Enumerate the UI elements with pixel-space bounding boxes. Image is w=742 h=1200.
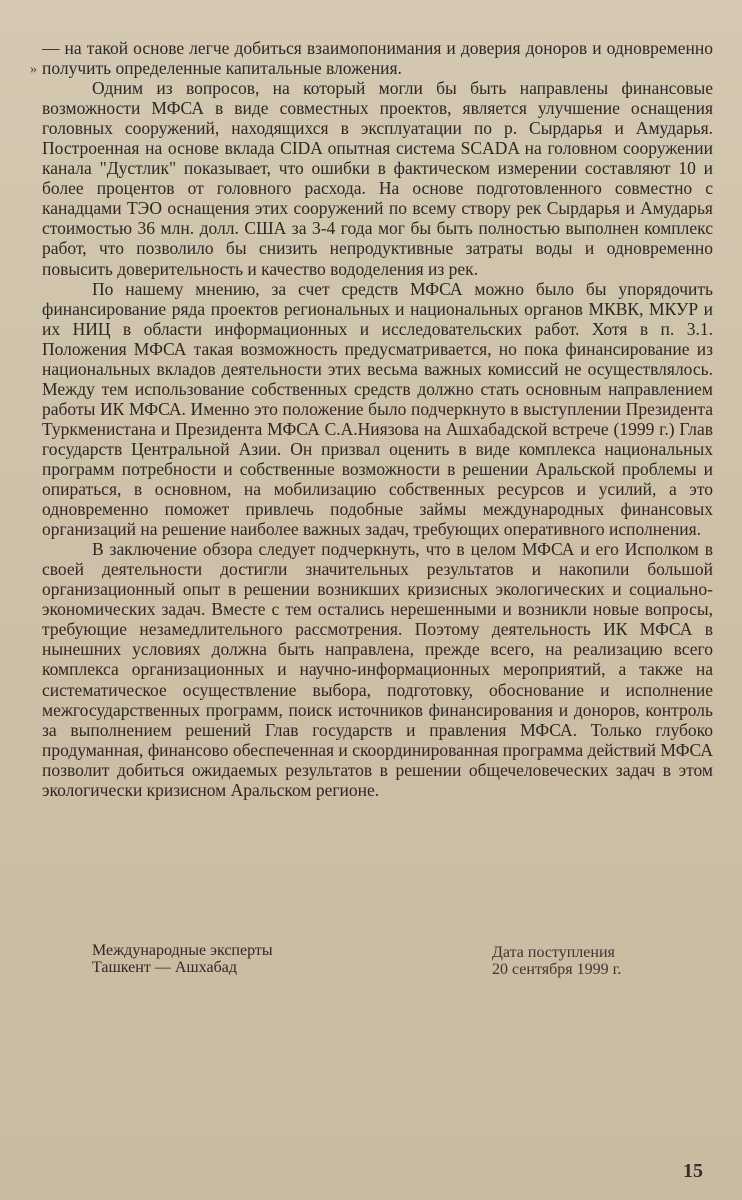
paragraph-1: — на такой основе легче добиться взаимопонимания и доверия доноров и одновременно получить определенные капитальные вложения.	[42, 38, 713, 79]
receipt-date-label: Дата поступления	[492, 944, 615, 961]
paragraph-3: По нашему мнению, за счет средств МФСА можно было бы упорядочить финансирование ряда проектов региональных и национальных органов МКВК, МКУР и их НИЦ в области информационных и исследовательских работ. Хотя в п. 3.1. Положения МФСА такая возможность предусматривается, но пока финансирование из национальных вкладов деятельности этих весьма важных комиссий не осуществлялось. Между тем использование собственных средств должно стать основным направлением работы ИК МФСА. Именно это положение было подчеркнуто в выступлении Президента Туркменистана и Президента МФСА С.А.Ниязова на Ашхабадской встрече (1999 г.) Глав государств Центральной Азии. Он призвал оценить в виде комплекса национальных программ потребности и собственные возможности в решении Аральской проблемы и опираться, в основном, на мобилизацию собственных ресурсов и усилий, а это одновременно поможет привлечь подобные займы международных финансовых организаций на решение наиболее важных задач, требующих оперативного исполнения.	[42, 278, 713, 540]
margin-mark: »	[30, 62, 37, 77]
signature-line-2: Ташкент — Ашхабад	[92, 959, 237, 976]
article-body	[42, 38, 713, 800]
paragraph-2: Одним из вопросов, на который могли бы быть направлены финансовые возможности МФСА в виде совместных проектов, является улучшение оснащения головных сооружений, находящихся в эксплуатации по р. Сырдарья и Амударья. Построенная на основе вклада CIDA опытная система SCADA на головном сооружении канала "Дустлик" показывает, что ошибки в фактическом измерении составляют 10 и более процентов от головного расхода. На основе подготовленного совместно с канадцами ТЭО оснащения этих сооружений по всему створу рек Сырдарья и Амударья стоимостью 36 млн. долл. США за 3-4 года мог бы быть полностью выполнен комплекс работ, что позволило бы снизить непродуктивные затраты воды и одновременно повысить доверительность и качество вододеления из рек.	[42, 78, 713, 279]
paragraph-4: В заключение обзора следует подчеркнуть, что в целом МФСА и его Исполком в своей деятельности достигли значительных результатов и накопили большой организационный опыт в решении возникших кризисных экологических и социально-экономических задач. Вместе с тем остались нерешенными и возникли новые вопросы, требующие незамедлительного рассмотрения. Поэтому деятельность ИК МФСА в нынешних условиях должна быть направлена, прежде всего, на реализацию всего комплекса организационных и научно-информационных мероприятий, а также на систематическое осуществление выбора, подготовку, обоснование и исполнение межгосударственных программ, поиск источников финансирования и доноров, контроль за выполнением решений Глав государств и правления МФСА. Только глубоко продуманная, финансово обеспеченная и скоординированная программа действий МФСА позволит добиться ожидаемых результатов в решении общечеловеческих задач в этом экологически кризисном Аральском регионе.	[42, 539, 713, 800]
author-signature	[92, 942, 273, 976]
page-number: 15	[683, 1160, 703, 1182]
receipt-date-value: 20 сентября 1999 г.	[492, 961, 622, 978]
receipt-date	[492, 944, 621, 978]
signature-line-1: Международные эксперты	[92, 942, 273, 959]
